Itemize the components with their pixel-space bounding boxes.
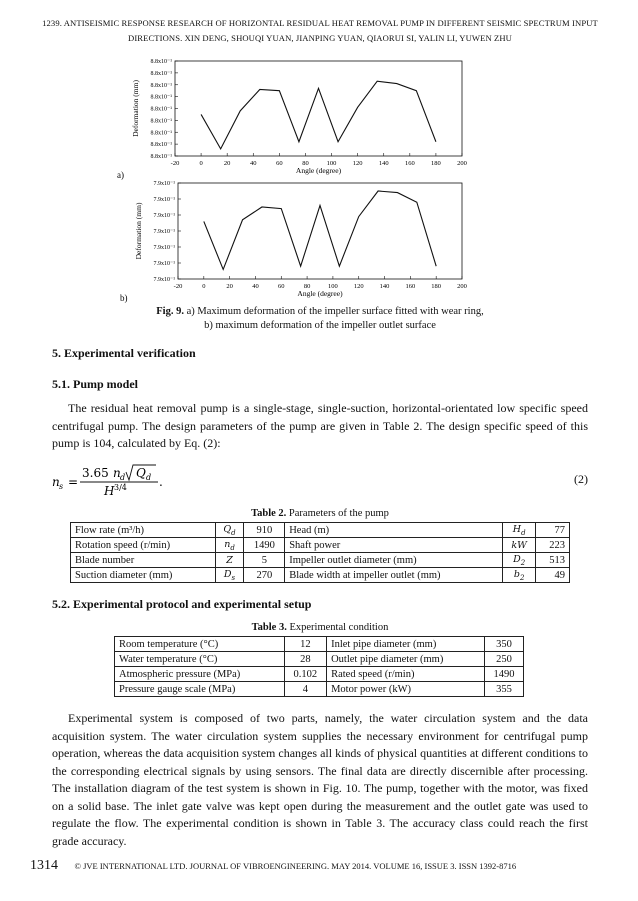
svg-text:3/4: 3/4: [114, 483, 127, 492]
symbol-cell: $n_d$: [215, 538, 244, 553]
y-tick-label: 8.8x10⁻¹: [150, 106, 172, 113]
value-cell: 1490: [244, 538, 285, 553]
x-tick-label: 0: [199, 160, 203, 167]
series-line: [204, 191, 436, 269]
param-name-cell: Shaft power: [285, 538, 503, 553]
param-name-cell: Blade number: [71, 553, 216, 568]
chart-b: [100, 176, 480, 304]
x-tick-label: 180: [431, 283, 442, 290]
paragraph-text: Experimental system is composed of two parts, namely, the water circulation system and the data acquisition system. The water circulation system supplies the necessary environment for centrifugal pump operation, whereas the data acquisition system changes all kinds of physical quantities at different conditions to the corresponding electrical signals by using sensors. The final data are directly discernible after processing. The installation diagram of the test system is shown in Fig. 10. The pump, together with the motor, was fixed on a solid base. The inlet gate valve was kept open during the measurement and the outlet gate was used to regulate the flow. The experimental condition is shown in Table 3. The accuracy class could reach the first grade accuracy.: [52, 711, 588, 848]
table-2-label: Table 2.: [251, 508, 287, 519]
param-name-cell: Impeller outlet diameter (mm): [285, 553, 503, 568]
svg-text:d: d: [120, 473, 126, 482]
value-cell: 0.102: [284, 667, 326, 682]
param-name-cell: Rotation speed (r/min): [71, 538, 216, 553]
equation-2: [52, 462, 588, 498]
x-tick-label: 20: [223, 160, 231, 167]
header-line-2: DIRECTIONS. XIN DENG, SHOUQI YUAN, JIANPING YUAN, QIAORUI SI, YALIN LI, YUWEN ZHU: [128, 33, 512, 43]
caption-line-1: a) Maximum deformation of the impeller surface fitted with wear ring,: [183, 306, 484, 317]
series-line: [201, 81, 436, 149]
table-2-caption: [52, 508, 588, 519]
running-header: [40, 16, 600, 46]
panel-label: a): [117, 170, 124, 180]
y-tick-label: 7.9x10⁻¹: [153, 261, 175, 267]
svg-text:d: d: [146, 473, 152, 482]
value-cell: 77: [536, 523, 570, 538]
y-tick-label: 8.8x10⁻¹: [150, 59, 172, 65]
value-cell: 5: [244, 553, 285, 568]
symbol-cell: $Q_d$: [215, 523, 244, 538]
footer-text: © JVE INTERNATIONAL LTD. JOURNAL OF VIBROENGINEERING. MAY 2014. VOLUME 16, ISSUE 3. ISSN 1392-8716: [74, 861, 517, 871]
y-tick-label: 7.9x10⁻¹: [153, 277, 175, 283]
condition-name-cell: Outlet pipe diameter (mm): [327, 652, 485, 667]
header-line-1: 1239. ANTISEISMIC RESPONSE RESEARCH OF HORIZONTAL RESIDUAL HEAT REMOVAL PUMP IN DIFFERENT SEISMIC SPECTRUM INPUT: [42, 18, 598, 28]
x-tick-label: 120: [353, 283, 364, 290]
page-footer: [30, 858, 516, 874]
page-number: 1314: [30, 858, 58, 873]
condition-name-cell: Rated speed (r/min): [327, 667, 485, 682]
svg-text:3.65: 3.65: [82, 466, 109, 480]
table-3-caption: [52, 622, 588, 633]
table-3-title: Experimental condition: [286, 622, 389, 633]
x-axis-label: Angle (degree): [295, 166, 342, 175]
table-row: [71, 538, 570, 553]
y-tick-label: 7.9x10⁻¹: [153, 213, 175, 219]
svg-text:n: n: [52, 475, 60, 489]
x-tick-label: 160: [405, 283, 416, 290]
value-cell: 513: [536, 553, 570, 568]
x-tick-label: 100: [326, 160, 337, 167]
plot-frame: [178, 183, 462, 279]
table-row: [115, 667, 524, 682]
x-tick-label: 20: [226, 283, 233, 290]
table-row: [71, 523, 570, 538]
svg-text:.: .: [159, 475, 163, 489]
y-axis-label: Deformation (mm): [134, 202, 143, 260]
y-tick-label: 8.8x10⁻¹: [150, 82, 172, 89]
value-cell: 355: [484, 682, 523, 697]
x-tick-label: 140: [379, 283, 390, 290]
paragraph-text: The residual heat removal pump is a single-stage, single-suction, horizontal-orientated low specific speed centrifugal pump. The design parameters of the pump are given in Table 2. The design specific speed of this pump is 104, calculated by Eq. (2):: [52, 401, 588, 450]
value-cell: 350: [484, 637, 523, 652]
section-heading-5-2: 5.2. Experimental protocol and experimental setup: [52, 597, 312, 611]
y-tick-label: 8.8x10⁻¹: [150, 154, 172, 160]
y-tick-label: 7.9x10⁻¹: [153, 245, 175, 251]
svg-text:n: n: [113, 466, 121, 480]
y-tick-label: 8.8x10⁻¹: [150, 70, 172, 77]
x-tick-label: 120: [352, 160, 363, 167]
condition-name-cell: Motor power (kW): [327, 682, 485, 697]
table-row: [71, 568, 570, 583]
svg-text:H: H: [104, 484, 115, 498]
x-tick-label: 140: [378, 160, 389, 167]
figure-caption: [80, 305, 560, 333]
value-cell: 910: [244, 523, 285, 538]
y-tick-label: 7.9x10⁻¹: [153, 197, 175, 203]
equation-number: (2): [574, 472, 588, 486]
svg-text:=: =: [68, 475, 79, 489]
x-tick-label: 200: [457, 283, 467, 290]
y-tick-label: 7.9x10⁻¹: [153, 181, 175, 187]
table-row: [71, 553, 570, 568]
paragraph-experimental-system: [52, 710, 588, 850]
symbol-cell: kW: [503, 538, 536, 553]
param-name-cell: Head (m): [285, 523, 503, 538]
plot-frame: [175, 61, 462, 156]
table-row: [115, 637, 524, 652]
panel-label: b): [120, 293, 128, 303]
value-cell: 250: [484, 652, 523, 667]
x-tick-label: 80: [302, 160, 309, 167]
x-tick-label: -20: [173, 283, 183, 290]
chart-a: [100, 54, 480, 182]
x-axis-label: Angle (degree): [297, 289, 343, 298]
x-tick-label: -20: [170, 160, 180, 167]
y-tick-label: 8.8x10⁻¹: [150, 130, 172, 137]
table-row: [115, 682, 524, 697]
table-2: [70, 522, 570, 583]
x-tick-label: 60: [278, 283, 285, 290]
y-tick-label: 8.8x10⁻¹: [150, 94, 172, 101]
table-row: [115, 652, 524, 667]
x-tick-label: 40: [250, 160, 257, 167]
table-3: [114, 636, 524, 697]
condition-name-cell: Room temperature (°C): [115, 637, 285, 652]
x-tick-label: 0: [202, 283, 206, 290]
caption-line-2: b) maximum deformation of the impeller outlet surface: [204, 320, 436, 331]
value-cell: 223: [536, 538, 570, 553]
value-cell: 12: [284, 637, 326, 652]
param-name-cell: Blade width at impeller outlet (mm): [285, 568, 503, 583]
section-heading-5: 5. Experimental verification: [52, 346, 196, 360]
paragraph-pump-model: [52, 400, 588, 453]
y-tick-label: 8.8x10⁻¹: [150, 118, 172, 125]
x-tick-label: 160: [404, 160, 415, 167]
condition-name-cell: Water temperature (°C): [115, 652, 285, 667]
equation-formula: [52, 462, 212, 498]
param-name-cell: Flow rate (m³/h): [71, 523, 216, 538]
value-cell: 28: [284, 652, 326, 667]
x-tick-label: 80: [303, 283, 311, 290]
y-tick-label: 8.8x10⁻¹: [150, 142, 172, 149]
table-2-title: Parameters of the pump: [286, 508, 389, 519]
value-cell: 270: [244, 568, 285, 583]
table-3-label: Table 3.: [251, 622, 287, 633]
x-tick-label: 200: [457, 160, 467, 167]
symbol-cell: $D_2$: [503, 553, 536, 568]
value-cell: 4: [284, 682, 326, 697]
section-heading-5-1: 5.1. Pump model: [52, 377, 139, 391]
symbol-cell: $H_d$: [503, 523, 536, 538]
condition-name-cell: Pressure gauge scale (MPa): [115, 682, 285, 697]
condition-name-cell: Inlet pipe diameter (mm): [327, 637, 485, 652]
x-tick-label: 180: [431, 160, 441, 167]
x-tick-label: 100: [328, 283, 338, 290]
value-cell: 1490: [484, 667, 523, 682]
y-axis-label: Deformation (mm): [131, 80, 140, 137]
y-tick-label: 7.9x10⁻¹: [153, 229, 175, 235]
value-cell: 49: [536, 568, 570, 583]
symbol-cell: $b_2$: [503, 568, 536, 583]
svg-text:Q: Q: [136, 466, 146, 480]
x-tick-label: 60: [276, 160, 283, 167]
symbol-cell: $D_s$: [215, 568, 244, 583]
figure-label: Fig. 9.: [156, 306, 184, 317]
symbol-cell: Z: [215, 553, 244, 568]
svg-text:s: s: [59, 482, 64, 491]
condition-name-cell: Atmospheric pressure (MPa): [115, 667, 285, 682]
param-name-cell: Suction diameter (mm): [71, 568, 216, 583]
x-tick-label: 40: [252, 283, 259, 290]
